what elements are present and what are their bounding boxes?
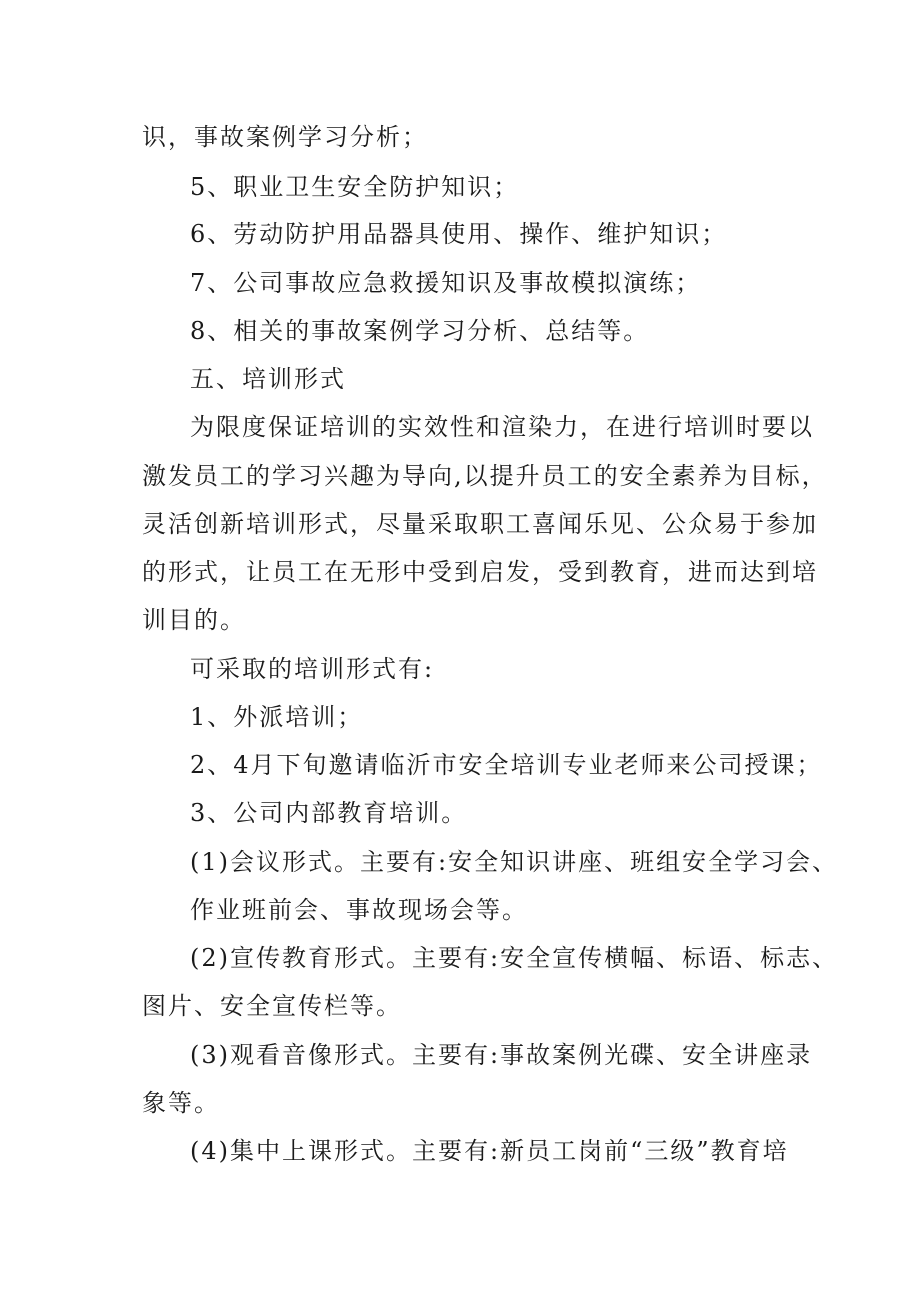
text-line: 象等。 (142, 1089, 220, 1117)
list-item: (4)集中上课形式。主要有:新员工岗前“三级”教育培 (190, 1137, 789, 1165)
list-item: 3、公司内部教育培训。 (190, 799, 468, 827)
list-item: (2)宣传教育形式。主要有:安全宣传横幅、标语、标志、 (190, 944, 839, 972)
text-line: 作业班前会、事故现场会等。 (190, 896, 528, 924)
text-line: 可采取的培训形式有: (190, 655, 435, 683)
text-line: 为限度保证培训的实效性和渲染力，在进行培训时要以 (190, 413, 814, 441)
list-item: 7、公司事故应急救援知识及事故模拟演练； (190, 269, 702, 297)
list-item: 1、外派培训； (190, 703, 364, 731)
list-item: 8、相关的事故案例学习分析、总结等。 (190, 317, 650, 345)
text-line: 灵活创新培训形式，尽量采取职工喜闻乐见、公众易于参加 (142, 510, 818, 538)
text-line: 图片、安全宣传栏等。 (142, 992, 402, 1020)
list-item: 5、职业卫生安全防护知识； (190, 173, 520, 201)
text-line: 识，事故案例学习分析； (142, 123, 428, 151)
list-item: (1)会议形式。主要有:安全知识讲座、班组安全学习会、 (190, 848, 839, 876)
text-line: 训目的。 (142, 606, 246, 634)
section-heading: 五、培训形式 (190, 365, 346, 393)
list-item: 2、4月下旬邀请临沂市安全培训专业老师来公司授课； (190, 751, 823, 779)
list-item: 6、劳动防护用品器具使用、操作、维护知识； (190, 220, 728, 248)
text-line: 的形式，让员工在无形中受到启发，受到教育，进而达到培 (142, 558, 818, 586)
list-item: (3)观看音像形式。主要有:事故案例光碟、安全讲座录 (190, 1041, 813, 1069)
text-line: 激发员工的学习兴趣为导向,以提升员工的安全素养为目标， (142, 462, 828, 490)
